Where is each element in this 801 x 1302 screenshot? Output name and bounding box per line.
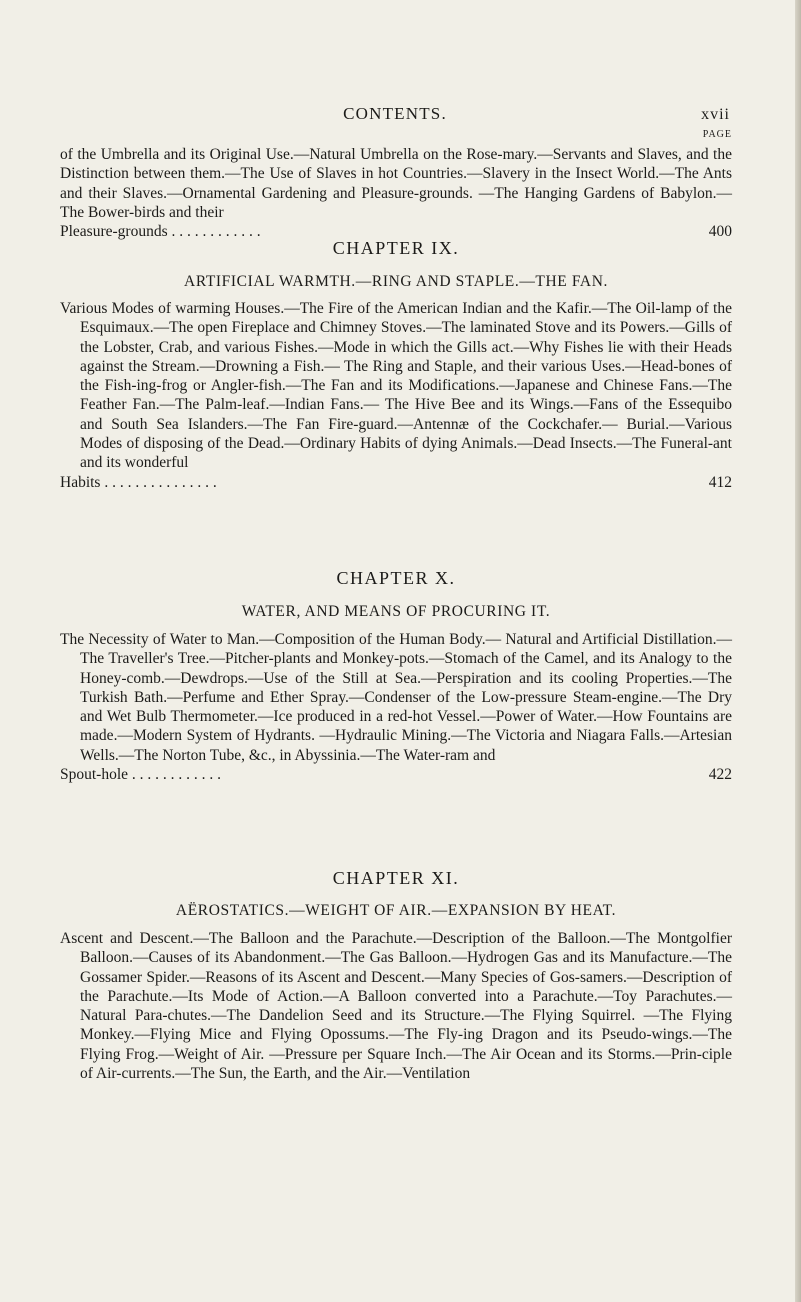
chapter-summary [60, 630, 732, 784]
chapter-summary-text: Ascent and Descent.—The Balloon and the Parachute.—Description of the Balloon.—The Montgolfier Balloon.—Causes of its Abandonment.—The Gas Balloon.—Hydrogen Gas and its Manufacture.—The Gossamer Spider.—Reasons of its Ascent and Descent.—Many Species of Gos-samers.—Description of the Parachute.—Its Mode of Action.—A Balloon converted into a Parachute.—Toy Parachutes.—Natural Para-chutes.—The Dandelion Seed and its Structure.—The Flying Squirrel. —The Flying Monkey.—Flying Mice and Flying Opossums.—The Fly-ing Dragon and its Pseudo-wings.—The Flying Frog.—Weight of Air. —Pressure per Square Inch.—The Air Ocean and its Storms.—Prin-ciple of Air-currents.—The Sun, the Earth, and the Air.—Ventilation [60, 930, 732, 1083]
chapter-summary-text: Various Modes of warming Houses.—The Fire of the American Indian and the Kafir.—The Oil-lamp of the Esquimaux.—The open Fireplace and Chimney Stoves.—The laminated Stove and its Powers.—Gills of the Lobster, Crab, and various Fishes.—Mode in which the Gills act.—Why Fishes lie with their Heads against the Stream.—Drowning a Fish.— The Ring and Staple, and their various Uses.—Head-bones of the Fish-ing-frog or Angler-fish.—The Fan and its Modifications.—Japanese and Chinese Fans.—The Feather Fan.—The Palm-leaf.—Indian Fans.— The Hive Bee and its Wings.—Fans of the Essequibo and South Sea Islanders.—The Fan Fire-guard.—Antennæ of the Cockchafer.— Burial.—Various Modes of disposing of the Dead.—Ordinary Habits of dying Animals.—Dead Insects.—The Funeral-ant and its wonderful [60, 300, 732, 472]
chapter-subheading: ARTIFICIAL WARMTH.—RING AND STAPLE.—THE FAN. [184, 273, 608, 290]
chapter-heading: CHAPTER IX. [332, 238, 460, 258]
chapter-subheading: AËROSTATICS.—WEIGHT OF AIR.—EXPANSION BY HEAT. [175, 902, 617, 919]
running-head [60, 104, 730, 126]
chapter-summary-text: The Necessity of Water to Man.—Composition of the Human Body.— Natural and Artificial Distillation.—The Traveller's Tree.—Pitcher-plants and Monkey-pots.—Stomach of the Camel, and its Analogy to the Honey-comb.—Dewdrops.—Use of the Still at Sea.—Perspiration and its cooling Properties.—The Turkish Bath.—Perfume and Ether Spray.—Condenser of the Low-pressure Steam-engine.—The Dry and Wet Bulb Thermometer.—Ice produced in a red-hot Vessel.—Power of Water.—How Fountains are made.—Modern System of Hydrants. —Hydraulic Mining.—The Victoria and Niagara Falls.—Artesian Wells.—The Norton Tube, &c., in Abyssinia.—The Water-ram and [60, 631, 732, 764]
continuation-page-number: 400 [708, 223, 732, 241]
chapter-page-number: 412 [708, 473, 732, 491]
running-title: CONTENTS. [343, 104, 447, 123]
page-folio: xvii [701, 106, 730, 123]
chapter-summary [60, 929, 732, 1083]
chapter-summary-tail-text: Spout-hole . . . . . . . . . . . . [60, 766, 222, 784]
continuation-text: of the Umbrella and its Original Use.—Natural Umbrella on the Rose-mary.—Servants and Slaves, and the Distinction between them.—The Use of Slaves in hot Countries.—Slavery in the Insect World.—The Ants and their Slaves.—Ornamental Gardening and Pleasure-grounds. —The Hanging Gardens of Babylon.—The Bower-birds and their [60, 146, 732, 221]
chapter-summary-tail-text: Habits . . . . . . . . . . . . . . . [60, 473, 217, 491]
chapter-summary-tail [60, 765, 732, 784]
page-column-label: PAGE [702, 129, 732, 140]
chapter-page-number: 422 [708, 766, 732, 784]
continuation-tail-text: Pleasure-grounds . . . . . . . . . . . . [60, 223, 261, 241]
page-edge [795, 0, 801, 1302]
continuation-entry [60, 145, 732, 241]
chapter-summary [60, 299, 732, 492]
chapter-summary-tail [60, 473, 732, 492]
chapter-heading: CHAPTER X. [336, 568, 456, 588]
chapter-heading: CHAPTER XI. [332, 868, 460, 888]
chapter-subheading: WATER, AND MEANS OF PROCURING IT. [241, 603, 551, 620]
